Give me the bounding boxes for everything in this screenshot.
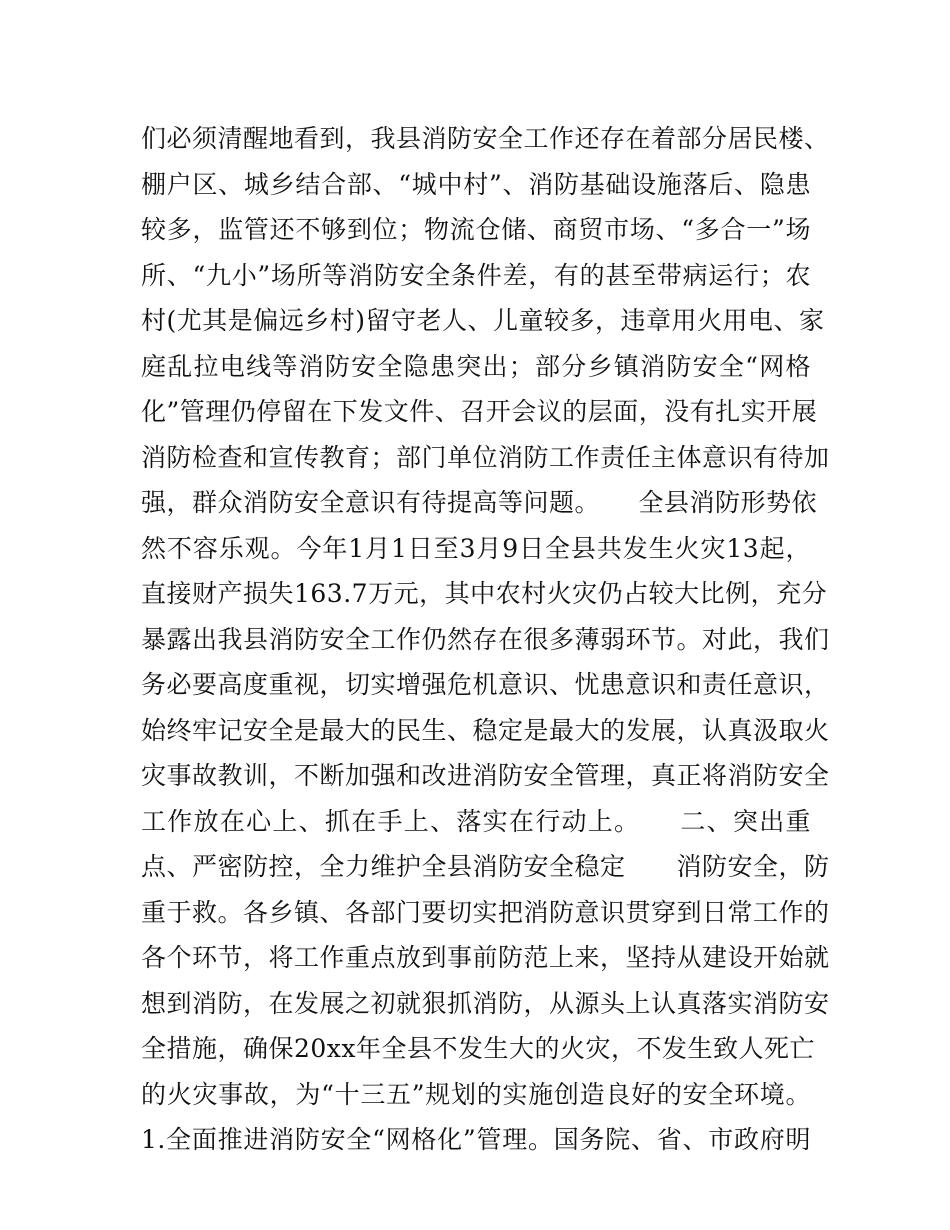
- text-line: 暴露出我县消防安全工作仍然存在很多薄弱环节。对此，我们: [141, 624, 830, 654]
- text-line: 点、严密防控，全力维护全县消防安全稳定 消防安全，防: [141, 852, 830, 881]
- text-line: 灾事故教训，不断加强和改进消防安全管理，真正将消防安全: [141, 761, 830, 790]
- text-line: 消防检查和宣传教育；部门单位消防工作责任主体意识有待加: [141, 442, 830, 472]
- text-line: 重于救。各乡镇、各部门要切实把消防意识贯穿到日常工作的: [141, 897, 830, 927]
- text-line: 工作放在心上、抓在手上、落实在行动上。 二、突出重: [141, 806, 811, 836]
- text-line: 始终牢记安全是最大的民生、稳定是最大的发展，认真汲取火: [141, 715, 830, 745]
- text-line: 棚户区、城乡结合部、“城中村”、消防基础设施落后、隐患: [141, 169, 811, 199]
- text-line: 直接财产损失163.7万元，其中农村火灾仍占较大比例，充分: [141, 579, 828, 608]
- body-text: [141, 116, 830, 1163]
- text-line: 的火灾事故，为“十三五”规划的实施创造良好的安全环境。: [141, 1079, 811, 1109]
- text-line: 庭乱拉电线等消防安全隐患突出；部分乡镇消防安全“网格: [141, 351, 811, 381]
- text-line: 村(尤其是偏远乡村)留守老人、儿童较多，违章用火用电、家: [141, 306, 825, 335]
- text-line: 化”管理仍停留在下发文件、召开会议的层面，没有扎实开展: [141, 397, 818, 426]
- text-line: 然不容乐观。今年1月1日至3月9日全县共发生火灾13起，: [141, 533, 811, 563]
- text-line: 全措施，确保20xx年全县不发生大的火灾，不发生致人死亡: [141, 1034, 816, 1063]
- text-line: 强，群众消防安全意识有待提高等问题。 全县消防形势依: [141, 488, 818, 517]
- text-line: 较多，监管还不够到位；物流仓储、商贸市场、“多合一”场: [141, 215, 811, 244]
- text-line: 1.全面推进消防安全“网格化”管理。国务院、省、市政府明: [141, 1125, 811, 1154]
- text-line: 各个环节，将工作重点放到事前防范上来，坚持从建设开始就: [141, 943, 830, 972]
- text-line: 想到消防，在发展之初就狠抓消防，从源头上认真落实消防安: [141, 988, 830, 1018]
- text-line: 所、“九小”场所等消防安全条件差，有的甚至带病运行；农: [141, 260, 811, 290]
- text-line: 们必须清醒地看到，我县消防安全工作还存在着部分居民楼、: [141, 124, 830, 153]
- text-line: 务必要高度重视，切实增强危机意识、忧患意识和责任意识，: [141, 670, 830, 699]
